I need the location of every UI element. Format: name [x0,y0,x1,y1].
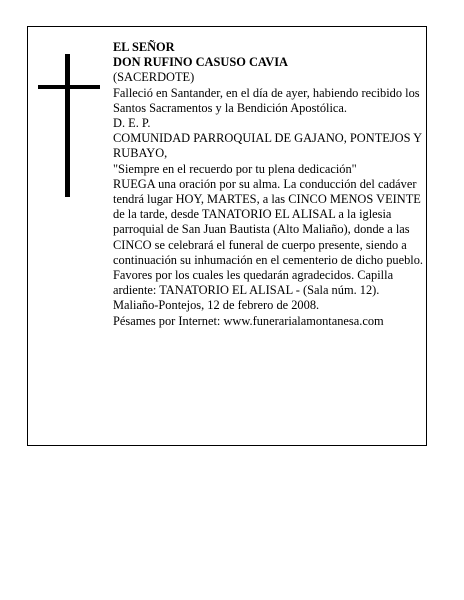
deceased-title: (SACERDOTE) [113,70,195,85]
rip-line: D. E. P. [113,116,151,131]
cross-vertical-bar [65,54,70,197]
community-name: COMUNIDAD PARROQUIAL DE GAJANO, PONTEJOS Y RUBAYO, [113,131,422,161]
heading-line1: EL SEÑOR [113,40,175,54]
dedication-quote: "Siempre en el recuerdo por tu plena dedicación" [113,161,357,176]
deceased-name: DON RUFINO CASUSO CAVIA [113,55,288,70]
funeral-details: RUEGA una oración por su alma. La conducción del cadáver tendrá lugar HOY, MARTES, a las CINCO MENOS VEINTE de la tarde, desde TANATORIO EL ALISAL a la iglesia parroquial de San Juan Bautista (Alto Maliaño), donde a las CINCO se celebrará el funeral de cuerpo presente, siendo a continuación su inhumación en el cementerio de dicho pueblo. Favores por los cuales les quedarán agradecidos. Capilla ardiente: TANATORIO EL ALISAL - (Sala núm. 12). [113,176,424,298]
cross-horizontal-bar [38,85,100,89]
cross-icon [38,54,100,197]
place-date: Maliaño-Pontejos, 12 de febrero de 2008. [113,298,320,313]
death-announcement: Falleció en Santander, en el día de ayer, habiendo recibido los Santos Sacramentos y la Bendición Apostólica. [113,85,420,115]
condolences-line: Pésames por Internet: www.funerarialamontanesa.com [113,313,384,328]
obituary-text [113,40,423,329]
